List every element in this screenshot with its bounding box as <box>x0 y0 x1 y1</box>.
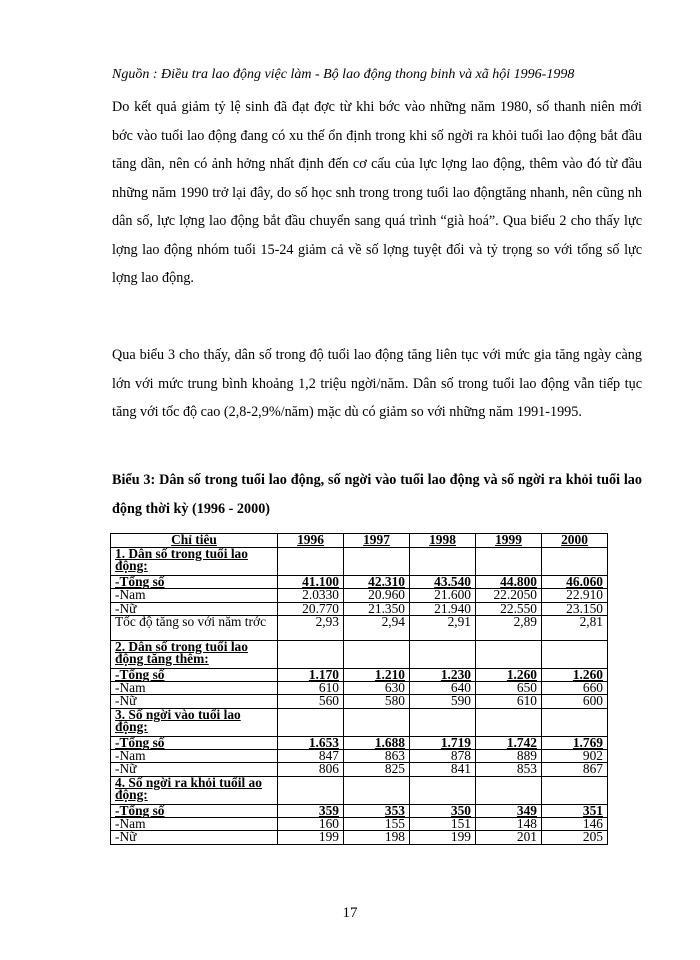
table-cell: 205 <box>542 831 608 844</box>
row-label: -Tổng số <box>111 804 278 817</box>
table-cell: 151 <box>410 817 476 830</box>
empty-cell <box>476 776 542 804</box>
column-header-year: 1998 <box>410 534 476 548</box>
table-body <box>111 548 608 845</box>
empty-cell <box>278 640 344 668</box>
table-cell: 42.310 <box>344 576 410 589</box>
table-cell: 1.719 <box>410 736 476 749</box>
table-cell: 21.600 <box>410 589 476 602</box>
empty-cell <box>542 776 608 804</box>
row-label: -Tổng số <box>111 736 278 749</box>
table-cell: 889 <box>476 750 542 763</box>
table-cell: 22.550 <box>476 602 542 615</box>
table-cell: 41.100 <box>278 576 344 589</box>
empty-cell <box>344 776 410 804</box>
table-cell: 43.540 <box>410 576 476 589</box>
table-cell: 46.060 <box>542 576 608 589</box>
section-header-row <box>111 640 608 668</box>
table-cell: 878 <box>410 750 476 763</box>
empty-cell <box>278 548 344 576</box>
table-cell: 2.0330 <box>278 589 344 602</box>
section-header-row <box>111 776 608 804</box>
row-label: -Nam <box>111 682 278 695</box>
table-cell: 640 <box>410 682 476 695</box>
table-cell: 1.688 <box>344 736 410 749</box>
column-header-year: 1997 <box>344 534 410 548</box>
column-header-year: 1999 <box>476 534 542 548</box>
table-cell: 1.210 <box>344 668 410 681</box>
empty-cell <box>410 548 476 576</box>
table-cell: 199 <box>410 831 476 844</box>
table-cell: 148 <box>476 817 542 830</box>
statistics-table <box>110 533 608 845</box>
table-cell: 560 <box>278 695 344 708</box>
row-label: -Nữ <box>111 695 278 708</box>
empty-cell <box>410 776 476 804</box>
table-cell: 580 <box>344 695 410 708</box>
table-cell: 44.800 <box>476 576 542 589</box>
section-header-row <box>111 708 608 736</box>
section-header-row <box>111 548 608 576</box>
row-label: -Tổng số <box>111 576 278 589</box>
table-cell: 201 <box>476 831 542 844</box>
table-cell: 199 <box>278 831 344 844</box>
table-cell: 2,91 <box>410 615 476 640</box>
empty-cell <box>476 708 542 736</box>
table-row <box>111 831 608 844</box>
table-cell: 359 <box>278 804 344 817</box>
table-cell: 1.230 <box>410 668 476 681</box>
section-title: 1. Dân số trong tuổi lao động: <box>111 548 278 576</box>
table-cell: 825 <box>344 763 410 776</box>
table-cell: 22.910 <box>542 589 608 602</box>
table-cell: 198 <box>344 831 410 844</box>
table-cell: 660 <box>542 682 608 695</box>
table-cell: 20.960 <box>344 589 410 602</box>
table-row <box>111 615 608 640</box>
table-cell: 2,94 <box>344 615 410 640</box>
source-note: Nguồn : Điều tra lao động việc làm - Bộ lao động thong binh và xã hội 1996-1998 <box>112 67 575 82</box>
table-cell: 2,89 <box>476 615 542 640</box>
table-cell: 1.260 <box>542 668 608 681</box>
table-cell: 867 <box>542 763 608 776</box>
empty-cell <box>278 776 344 804</box>
table-cell: 155 <box>344 817 410 830</box>
table-cell: 590 <box>410 695 476 708</box>
row-label: -Nam <box>111 817 278 830</box>
table-cell: 610 <box>278 682 344 695</box>
table-cell: 902 <box>542 750 608 763</box>
paragraph-2: Qua biểu 3 cho thấy, dân số trong độ tuổi lao động tăng liên tục với mức gia tăng ngày càng lớn với mức trung bình khoảng 1,2 triệu ngời/năm. Dân số trong tuổi lao động vẫn tiếp tục tăng với tốc độ cao (2,8-2,9%/năm) mặc dù có giảm so với những năm 1991-1995. <box>112 347 642 420</box>
empty-cell <box>410 708 476 736</box>
table-cell: 853 <box>476 763 542 776</box>
table-cell: 1.769 <box>542 736 608 749</box>
table-cell: 2,81 <box>542 615 608 640</box>
table-cell: 21.940 <box>410 602 476 615</box>
row-label: -Nữ <box>111 602 278 615</box>
table-cell: 353 <box>344 804 410 817</box>
table-cell: 863 <box>344 750 410 763</box>
empty-cell <box>410 640 476 668</box>
section-title: 4. Số ngời ra khỏi tuổil ao động: <box>111 776 278 804</box>
row-label: -Nữ <box>111 831 278 844</box>
empty-cell <box>542 548 608 576</box>
table-cell: 21.350 <box>344 602 410 615</box>
table-cell: 160 <box>278 817 344 830</box>
empty-cell <box>344 708 410 736</box>
table-cell: 600 <box>542 695 608 708</box>
empty-cell <box>476 640 542 668</box>
table-cell: 22.2050 <box>476 589 542 602</box>
empty-cell <box>344 640 410 668</box>
row-label: -Nam <box>111 589 278 602</box>
table-cell: 841 <box>410 763 476 776</box>
section-title: 2. Dân số trong tuổi lao động tăng thêm: <box>111 640 278 668</box>
table-cell: 146 <box>542 817 608 830</box>
section-title: 3. Số ngời vào tuổi lao động: <box>111 708 278 736</box>
column-header-indicator: Chỉ tiêu <box>111 534 278 548</box>
table-cell: 20.770 <box>278 602 344 615</box>
table-cell: 1.170 <box>278 668 344 681</box>
column-header-year: 2000 <box>542 534 608 548</box>
table-caption: Biểu 3: Dân số trong tuổi lao động, số ngời vào tuổi lao động và số ngời ra khỏi tuổi lao động thời kỳ (1996 - 2000) <box>112 472 642 517</box>
empty-cell <box>278 708 344 736</box>
row-label: -Nam <box>111 750 278 763</box>
empty-cell <box>542 708 608 736</box>
table-cell: 23.150 <box>542 602 608 615</box>
table-cell: 610 <box>476 695 542 708</box>
empty-cell <box>476 548 542 576</box>
table-cell: 2,93 <box>278 615 344 640</box>
page-number: 17 <box>342 905 358 921</box>
row-label: -Nữ <box>111 763 278 776</box>
table-cell: 806 <box>278 763 344 776</box>
row-label: -Tổng số <box>111 668 278 681</box>
table-cell: 1.260 <box>476 668 542 681</box>
empty-cell <box>542 640 608 668</box>
table-cell: 350 <box>410 804 476 817</box>
table-cell: 1.653 <box>278 736 344 749</box>
table-cell: 1.742 <box>476 736 542 749</box>
table-cell: 650 <box>476 682 542 695</box>
empty-cell <box>344 548 410 576</box>
column-header-year: 1996 <box>278 534 344 548</box>
table-cell: 351 <box>542 804 608 817</box>
table-cell: 349 <box>476 804 542 817</box>
table-cell: 630 <box>344 682 410 695</box>
row-label: Tốc độ tăng so với năm trớc <box>111 615 278 640</box>
table-cell: 847 <box>278 750 344 763</box>
paragraph-1: Do kết quả giảm tỷ lệ sinh đã đạt đợc từ khi bớc vào những năm 1980, số thanh niên mới bớc vào tuổi lao động đang có xu thế ổn định trong khi số ngời ra khỏi tuổi lao động bắt đầu tăng dần, nên có ảnh hởng nhất định đến cơ cấu của lực lợng lao động, thêm vào đó từ đầu những năm 1990 trở lại đây, do số học snh trong trong tuổi lao độngtăng nhanh, nên cũng nh dân số, lực lợng lao động bắt đầu chuyển sang quá trình “già hoá”. Qua biểu 2 cho thấy lực lợng lao động nhóm tuổi 15-24 giảm cả về số lợng tuyệt đối và tỷ trọng so với tổng số lực lợng lao động. <box>112 99 642 286</box>
